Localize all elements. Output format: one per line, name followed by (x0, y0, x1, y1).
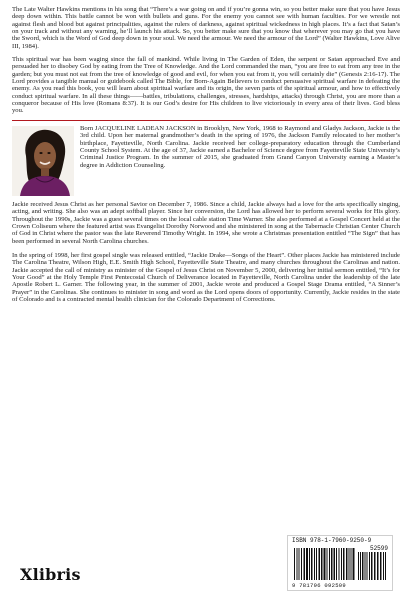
barcode-bars (292, 544, 388, 582)
section-divider (12, 120, 400, 121)
isbn-label: ISBN 978-1-7960-9250-9 (292, 537, 372, 544)
isbn-barcode (287, 535, 393, 591)
career-paragraph: In the spring of 1998, her first gospel single was released entitled, “Jackie Drake—Songs of the Heart”. Other places Jackie has ministered include The Carolina Theatre, Wilson High, E.E. Smith High School, Fayetteville State Theatre, and many churches throughout the Carolinas and nation. Jackie accepted the call of ministry as minister of the Gospel of Jesus Christ on November 5, 2000, delivering her initial sermon entitled, “It’s for Your Good” at the Holy Temple First Pentecostal Church of Deliverance located in Fayetteville, North Carolina under the leadership of the late Apostle Robert L. Garner. The following year, in the summer of 2001, Jackie wrote and produced a Gospel Stage Drama entitled, “A Sinner’s Prayer” in the Carolinas. She continues to minister in song and word as the Lord opens doors of opportunity. Currently, Jackie resides in the state of Colorado and is a contracted mental health clinician for the Colorado Department of Corrections. (12, 251, 400, 303)
bio-text (80, 125, 400, 169)
ean-digits: 9 781796 092509 (292, 582, 347, 589)
ministry-paragraph: Jackie received Jesus Christ as her personal Savior on December 7, 1986. Since a child, Jackie always had a love for the arts specifically singing, acting, and writing. She also was an adept softball player. Since her conversion, the Lord has allowed her to perform several works for His glory. Throughout the 1990s, Jackie was a guest several times on the local cable station Time Warner. She also performed at a Gospel Concert held at the Crown Coliseum where the featured artist was Evangelist Dorothy Norwood and she ministered in song at the Tabernacle Christian Center Church of God in Christ where the pastor was the late Reverend Timothy Wright. In 1994, she wrote a Christmas presentation entitled “The Sign” that has been performed in several North Carolina churches. (12, 200, 400, 245)
publisher-logo: Xlibris (20, 565, 81, 584)
bio-paragraph: Born JACQUELINE LADEAN JACKSON in Brooklyn, New York, 1968 to Raymond and Gladys Jackson, Jackie is the 3rd child. Upon her maternal grandmother’s death in the spring of 1976, the Jackson Family relocated to her mother’s birthplace, Fayetteville, North Carolina. Jackie received her college-preparatory education through the Cumberland County School System. At the age of 37, Jackie earned a Bachelor of Science degree from Fayetteville State University’s Criminal Justice Program. In the summer of 2015, she graduated from Grand Canyon University earning a Master’s degree in Addiction Counseling. (80, 124, 400, 169)
author-photo (12, 126, 74, 196)
author-bio-block (12, 125, 400, 196)
cover-footer (0, 535, 412, 593)
spiritual-war-paragraph: This spiritual war has been waging since the fall of mankind. While living in The Garden of Eden, the serpent or Satan approached Eve and persuaded her to disobey God by eating from the Tree of Knowledge. And the Lord commanded the man, “you are free to eat from any tree in the garden; but you must not eat from the tree of knowledge of good and evil, for when you eat from it, you will certainly die” (Genesis 2:16-17). The Lord provides a tangible manual or guidebook called The Bible, for Born-Again Believers to conduct persuasive spiritual warfare in defeating the enemy. As you read this book, you will learn about spiritual warfare and its origin, the seven parts of the spiritual armour, and how to effectively conduct spiritual warfare. In all these things——battles, tribulations, challenges, stresses, hardships, attacks) through Christ, you are more than a conqueror because of His love (Romans 8:37). It is our God’s desire for His children to live victoriously in every area of their lives. God bless you. (12, 56, 400, 115)
price-code: 52599 (369, 545, 388, 552)
intro-quote-paragraph: The Late Walter Hawkins mentions in his song that “There’s a war going on and if you’re gonna win, so you better make sure that you have Jesus deep down within. This battle cannot be won with bullets and guns. For the enemy you cannot see with human faculties. For we wrestle not against flesh and blood but against principalities, against the rulers of darkness, against spiritual wickedness in high places. It’s a fact that Satan’s on your track and without any warning, he’ll launch his attack. So, you better make sure that you know that wherever you may go that you have the Sword, which is the Word of God deep down in your soul. We need the armour. We need the armour of the Lord” (Walter Hawkins, Love Alive III, 1984). (12, 6, 400, 50)
author-portrait-icon (12, 126, 74, 196)
